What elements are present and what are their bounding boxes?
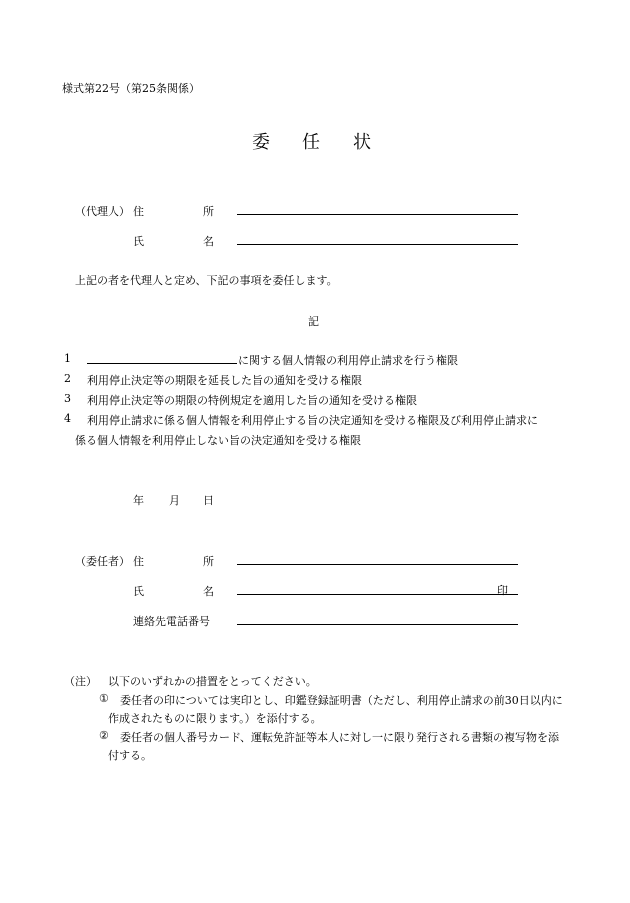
note-1-line-1: 委任者の印については実印とし、印鑑登録証明書（ただし、利用停止請求の前30日以内に	[120, 694, 563, 707]
note-1-num: ①	[99, 692, 109, 705]
item-4-text: 利用停止請求に係る個人情報を利用停止する旨の決定通知を受ける権限及び利用停止請求に	[87, 414, 538, 427]
date-day: 日	[203, 494, 214, 507]
principal-name-label-2: 名	[203, 585, 214, 598]
note-2-num: ②	[99, 729, 109, 742]
agent-name-field[interactable]	[237, 244, 518, 245]
title-char-3: 状	[353, 132, 371, 153]
item-4-text-cont: 係る個人情報を利用停止しない旨の決定通知を受ける権限	[75, 434, 361, 447]
item-2-text: 利用停止決定等の期限を延長した旨の通知を受ける権限	[87, 374, 362, 387]
item-1-num: 1	[64, 352, 71, 365]
agent-address-label-1: 住	[133, 205, 144, 218]
agent-address-field[interactable]	[237, 214, 518, 215]
title-char-1: 委	[252, 132, 270, 153]
notes-label: （注）	[64, 675, 97, 688]
item-3-num: 3	[64, 392, 71, 405]
item-3-text: 利用停止決定等の期限の特例規定を適用した旨の通知を受ける権限	[87, 394, 417, 407]
principal-address-label-2: 所	[203, 555, 214, 568]
form-number: 様式第22号（第25条関係）	[62, 82, 200, 95]
item-1-blank-field[interactable]	[87, 363, 237, 364]
item-2-num: 2	[64, 372, 71, 385]
agent-address-label-2: 所	[203, 205, 214, 218]
intro-text: 上記の者を代理人と定め、下記の事項を委任します。	[75, 274, 338, 287]
agent-name-label-1: 氏	[133, 235, 144, 248]
principal-phone-field[interactable]	[237, 624, 518, 625]
item-4-num: 4	[64, 412, 71, 425]
date-month: 月	[169, 494, 180, 507]
note-2-line-1: 委任者の個人番号カード、運転免許証等本人に対し一に限り発行される書類の複写物を添	[120, 731, 560, 744]
seal-mark: 印	[497, 584, 508, 597]
principal-label: （委任者）	[75, 555, 130, 568]
date-year: 年	[133, 494, 144, 507]
principal-address-label-1: 住	[133, 555, 144, 568]
principal-name-field[interactable]	[237, 594, 518, 595]
item-1-text: に関する個人情報の利用停止請求を行う権限	[238, 354, 458, 367]
ki-heading: 記	[308, 315, 319, 328]
principal-phone-label: 連絡先電話番号	[133, 615, 210, 628]
principal-name-label-1: 氏	[133, 585, 144, 598]
note-2-line-2: 付する。	[108, 749, 152, 762]
notes-intro: 以下のいずれかの措置をとってください。	[108, 675, 317, 688]
agent-label: （代理人）	[75, 205, 130, 218]
title-char-2: 任	[302, 132, 320, 153]
note-1-line-2: 作成されたものに限ります。）を添付する。	[108, 712, 322, 725]
principal-address-field[interactable]	[237, 564, 518, 565]
agent-name-label-2: 名	[203, 235, 214, 248]
